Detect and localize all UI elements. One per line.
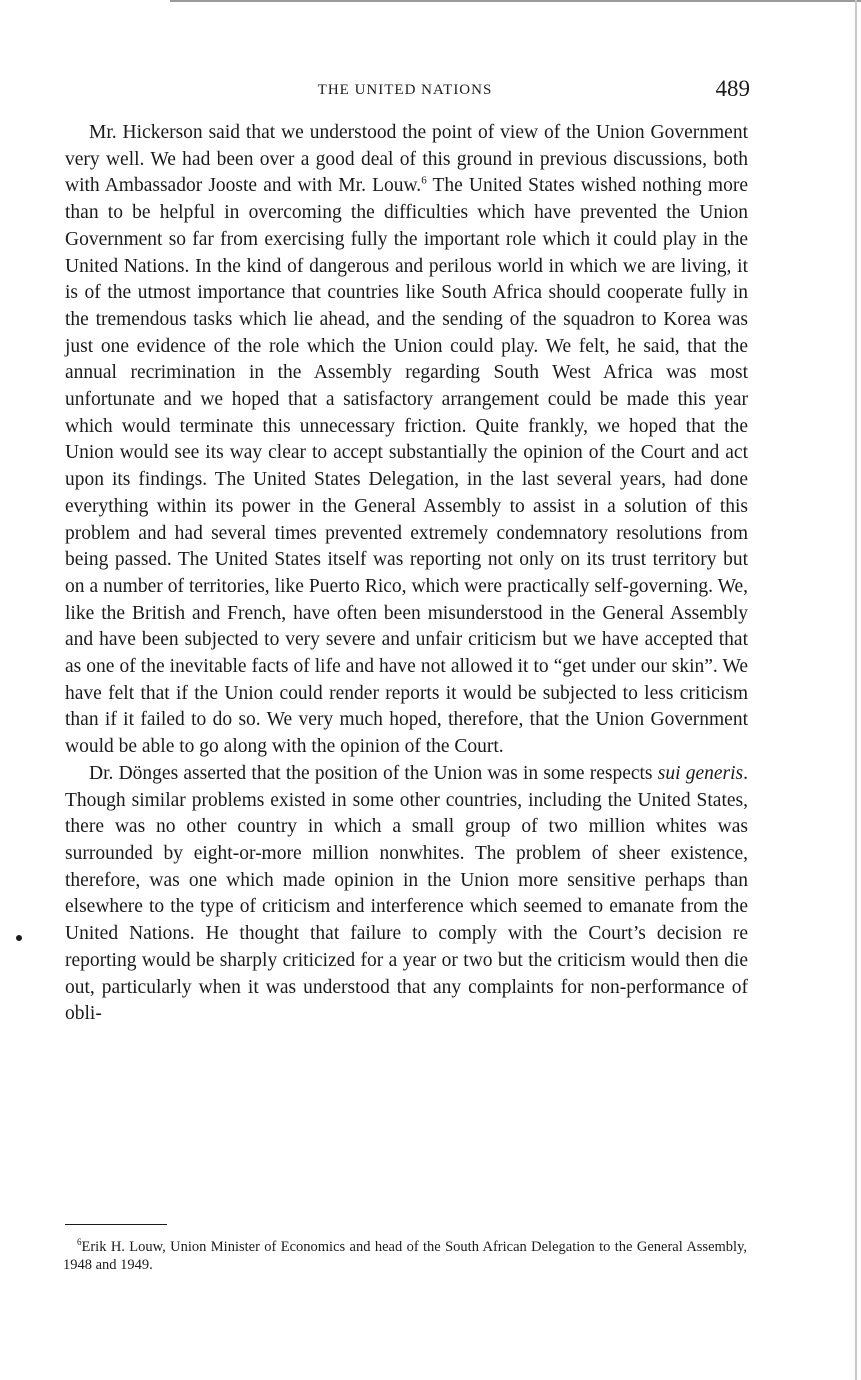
paragraph-2-text-b: . Though similar problems existed in some other countries, including the United States, there was no other country in which a small group of two million whites was surrounded by eight-or-more million nonwhites. The problem of sheer existence, therefore, was one which made opinion in the Union more sensitive perhaps than elsewhere to the type of criticism and interference which seemed to emanate from the United Nations. He thought that failure to comply with the Court’s decision re reporting would be sharply criticized for a year or two but the criticism would then die out, particularly when it was understood that any complaints for non-performance of obli- [65, 762, 749, 1025]
margin-mark [16, 935, 22, 941]
footnote [63, 1238, 747, 1274]
page-edge [855, 0, 857, 1380]
footnote-reference: 6 [421, 174, 427, 187]
paragraph-donges [65, 761, 748, 1028]
paragraph-hickerson [65, 120, 748, 761]
running-title: THE UNITED NATIONS [317, 82, 493, 98]
footnote-marker: 6 [77, 1237, 82, 1248]
footnote-text: Erik H. Louw, Union Minister of Economics and head of the South African Delegation to the General Assembly, 1948 and 1949. [63, 1239, 747, 1273]
paragraph-2-text-a: Dr. Dönges asserted that the position of the Union was in some respects [89, 762, 658, 784]
page-header [60, 76, 750, 106]
paragraph-1-text-b: The United States wished nothing more than to be helpful in overcoming the difficulties which have prevented the Union Government so far from exercising fully the important role which it could play in the United Nations. In the kind of dangerous and perilous world in which we are living, it is of the utmost importance that countries like South Africa should cooperate fully in the tremendous tasks which lie ahead, and the sending of the squadron to Korea was just one evidence of the role which the Union could play. We felt, he said, that the annual recrimination in the Assembly regarding South West Africa was most unfortunate and we hoped that a satisfactory arrangement could be made this year which would terminate this unnecessary friction. Quite frankly, we hoped that the Union would see its way clear to accept substantially the opinion of the Court and act upon its findings. The United States Delegation, in the last several years, had done everything within its power in the General Assembly to assist in a solution of this problem and had several times prevented extremely condemnatory resolutions from being passed. The United States itself was reporting not only on its trust territory but on a number of territories, like Puerto Rico, which were practically self-governing. We, like the British and French, have often been misunderstood in the General Assembly and have been subjected to very severe and unfair criticism but we have accepted that as one of the inevitable facts of life and have not allowed it to “get under our skin”. We have felt that if the Union could render reports it would be subjected to less criticism than if it failed to do so. We very much hoped, therefore, that the Union Government would be able to go along with the opinion of the Court. [65, 175, 748, 758]
body-text [65, 120, 748, 1028]
top-edge-rule [170, 0, 861, 2]
footnote-separator [65, 1224, 167, 1225]
paragraph-1-text-a: Mr. Hickerson said that we understood the point of view of the Union Government very well. We had been over a good deal of this ground in previous discussions, both with Ambassador Jooste and with Mr. Louw. [65, 122, 748, 197]
italic-term: sui generis [657, 762, 744, 784]
page-number: 489 [715, 76, 750, 101]
